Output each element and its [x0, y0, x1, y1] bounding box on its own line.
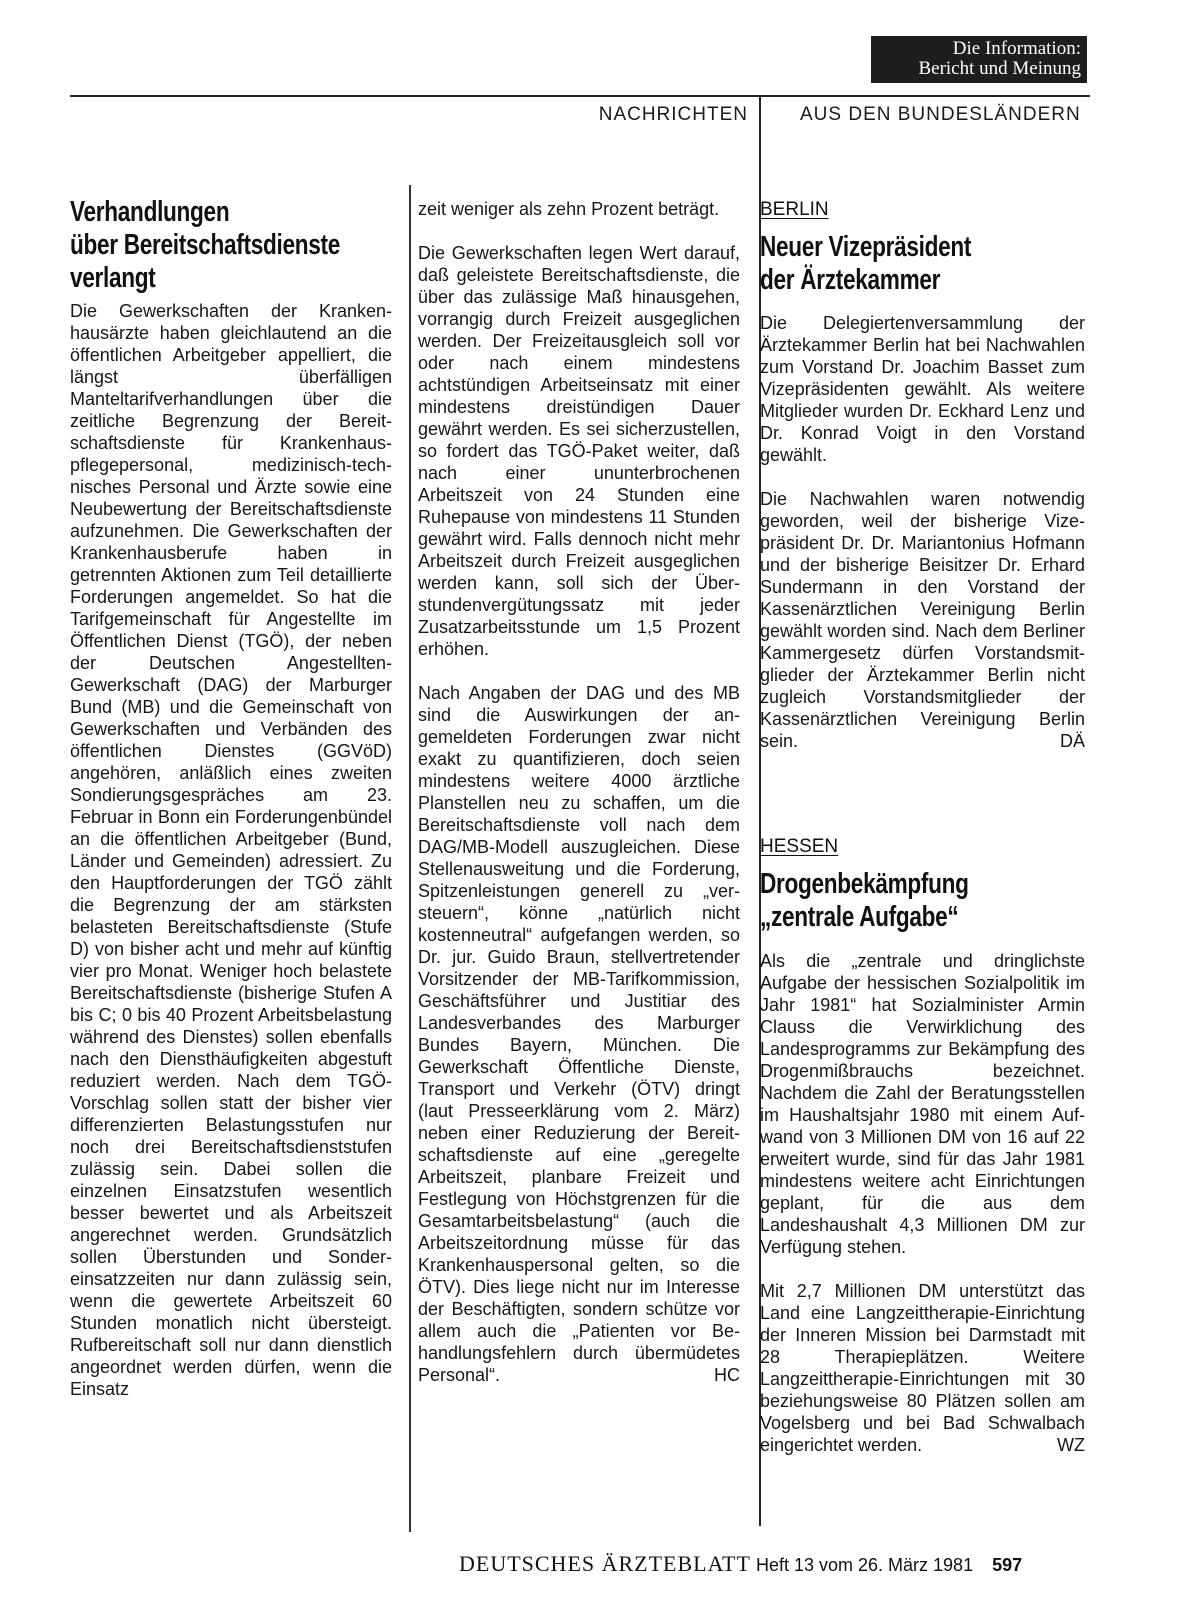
- article3-headline: [760, 868, 969, 934]
- author-signature: HC: [714, 1365, 740, 1385]
- headline-line: „zentrale Aufgabe“: [760, 901, 959, 933]
- section-banner: [871, 36, 1087, 83]
- headline-line: verlangt: [70, 262, 156, 294]
- header-rule: [70, 95, 1090, 97]
- article3-body: [760, 950, 1085, 1456]
- article2-paragraph: Die Delegiertenversammlung der Ärztekammer Berlin hat bei Nachwahlen zum Vorstand Dr. Joachim Basset zum Vizepräsidenten gewählt. Als weitere Mitglieder wurden Dr. Eckhard Lenz und Dr. Konrad Voigt in den Vorstand gewählt.: [760, 313, 1085, 465]
- headline-line: über Bereitschaftsdienste: [70, 229, 341, 261]
- article1-paragraph-text: Nach Angaben der DAG und des MB sind die Auswirkungen der angemeldeten Forderungen zwar nicht exakt zu quantifizieren, doch seien mindestens weitere 4000 ärztliche Planstellen neu zu schaffen, um die Bereitschaftsdienste voll nach dem DAG/MB-Modell auszugleichen. Diese Stellenausweitung und die Forderung, Spitzenleistungen generell zu „versteuern“, könne „natürlich nicht kostenneutral“ aufgefangen werden, so Dr. jur. Guido Braun, stellvertretender Vorsitzender der MB-Tarifkommission, Geschäftsführer und Justitiar des Landesverbandes des Marburger Bundes Bayern, München. Die Gewerkschaft Öffentliche Dienste, Transport und Verkehr (ÖTV) dringt (laut Presseerklärung vom 2. März) neben einer Reduzierung der Bereitschaftsdienste auf eine „geregelte Arbeitszeit, planbare Freizeit und Festlegung von Höchstgrenzen für die Gesamtarbeitsbelastung“ (auch die Arbeitszeitordnung müsse für das Krankenhauspersonal gelten, so die ÖTV). Dies liege nicht nur im Interesse der Beschäftigten, sondern schütze vor allem auch die „Patienten vor Behandlungsfehlern durch übermüdetes Personal“.: [418, 683, 740, 1385]
- article1-paragraph: Die Gewerkschaften der Krankenhausärzte haben gleichlautend an die öffentlichen Arbeitgeber appelliert, die längst überfälligen Manteltarifverhandlungen über die zeitliche Begrenzung der Bereitschaftsdienste für Krankenhauspflegepersonal, medizinisch-technisches Personal und Ärzte sowie eine Neubewertung der Bereitschaftsdienste aufzunehmen. Die Gewerkschaften der Krankenhausberufe haben in getrennten Aktionen zum Teil detaillierte Forderungen angemeldet. So hat die Tarifgemeinschaft für Angestellte im Öffentlichen Dienst (TGÖ), der neben der Deutschen Angestellten-Gewerkschaft (DAG) der Marburger Bund (MB) und die Gemeinschaft von Gewerkschaften und Verbänden des öffentlichen Dienstes (GGVöD) angehören, anläßlich eines zweiten Sondierungsgespräches am 23. Februar in Bonn ein Forderungenbündel an die öffentlichen Arbeitgeber (Bund, Länder und Gemeinden) adressiert. Zu den Hauptforderungen der TGÖ zählt die Begrenzung der am stärksten belasteten Bereitschaftsdienste (Stufe D) von bisher acht und mehr auf künftig vier pro Monat. Weniger hoch belastete Bereitschaftsdienste (bisherige Stufen A bis C; 0 bis 40 Prozent Arbeitsbelastung während des Dienstes) sollen ebenfalls nach den Diensthäufigkeiten abgestuft reduziert werden. Nach dem TGÖ-Vorschlag sollen statt der bisher vier differenzierten Belastungsstufen nur noch drei Bereitschaftsdienststufen zulässig sein. Dabei sollen die einzelnen Einsatzstufen wesentlich besser bewertet und als Arbeitszeit angerechnet werden. Grundsätzlich sollen Überstunden und Sondereinsatzzeiten nur dann zulässig sein, wenn die gewertete Arbeitszeit 60 Stunden monatlich nicht übersteigt. Rufbereitschaft soll nur dann dienstlich angeordnet werden dürfen, wenn die Einsatz: [70, 301, 392, 1399]
- article2-paragraph: [760, 488, 1085, 752]
- article3-paragraph-text: Mit 2,7 Millionen DM unterstützt das Land eine Langzeittherapie-Einrichtung der Inneren Mission bei Darmstadt mit 28 Therapieplätzen. Weitere Langzeittherapie-Einrichtungen mit 30 beziehungsweise 80 Plätzen sollen am Vogelsberg und bei Bad Schwalbach eingerichtet werden.: [760, 1281, 1085, 1455]
- headline-line: der Ärztekammer: [760, 264, 941, 296]
- article2-headline: [760, 231, 971, 297]
- issue-info: Heft 13 vom 26. März 1981: [755, 1555, 974, 1575]
- headline-line: Verhandlungen: [70, 196, 230, 228]
- article1-paragraph: [418, 682, 740, 1386]
- article1-paragraph: zeit weniger als zehn Prozent beträgt.: [418, 199, 720, 219]
- article1-paragraph: Die Gewerkschaften legen Wert darauf, daß geleistete Bereitschaftsdienste, die über das zulässige Maß hinausgehen, vorrangig durch Freizeit ausgeglichen werden. Der Freizeitausgleich soll vor oder nach einem mindestens achtstündigen Arbeitseinsatz mit einer mindestens dreistündigen Dauer gewährt werden. Es sei sicherzustellen, so fordert das TGÖ-Paket weiter, daß nach einer ununterbrochenen Arbeitszeit von 24 Stunden eine Ruhepause von mindestens 11 Stunden gewährt wird. Falls dennoch nicht mehr Arbeitszeit durch Freizeit ausgeglichen werden kann, soll sich der Überstundenvergütungssatz mit jeder Zusatzarbeitsstunde um 1,5 Prozent erhöhen.: [418, 243, 740, 659]
- state-label-hessen: HESSEN: [760, 836, 839, 857]
- section-label-news: NACHRICHTEN: [598, 104, 748, 125]
- article3-paragraph: [760, 1280, 1085, 1456]
- article3-paragraph: Als die „zentrale und dringlichste Aufgabe der hessischen Sozialpolitik im Jahr 1981“ hat Sozialminister Armin Clauss die Verwirklichung des Landesprogramms zur Bekämpfung des Drogenmißbrauchs bezeichnet. Nachdem die Zahl der Beratungsstellen im Haushaltsjahr 1980 mit einem Aufwand von 3 Millionen DM von 16 auf 22 erweitert wurde, sind für das Jahr 1981 mindestens weitere acht Einrichtungen geplant, für die aus dem Landeshaushalt 4,3 Millionen DM zur Verfügung stehen.: [760, 951, 1085, 1257]
- article2-paragraph-text: Die Nachwahlen waren notwendig geworden, weil der bisherige Vizepräsident Dr. Dr. Mariantonius Hofmann und der bisherige Beisitzer Dr. Erhard Sundermann in den Vorstand der Kassenärztlichen Vereinigung Berlin gewählt worden sind. Nach dem Berliner Kammergesetz dürfen Vorstandsmitglieder der Ärztekammer Berlin nicht zugleich Vorstandsmitglieder der Kassenärztlichen Vereinigung Berlin sein.: [760, 489, 1085, 751]
- page-number: 597: [992, 1555, 1023, 1575]
- article1-column2: [418, 198, 740, 1386]
- banner-line-2: Bericht und Meinung: [918, 58, 1081, 79]
- state-label-berlin: BERLIN: [760, 199, 829, 220]
- article1-column1: [70, 300, 392, 1400]
- headline-line: Drogenbekämpfung: [760, 868, 969, 900]
- author-signature: WZ: [1057, 1435, 1085, 1455]
- article1-headline: [70, 196, 340, 295]
- page-footer: [459, 1551, 1099, 1577]
- section-label-states: AUS DEN BUNDESLÄNDERN: [800, 104, 1081, 125]
- article2-body: [760, 312, 1085, 752]
- inner-column-divider: [409, 185, 411, 1532]
- magazine-name: DEUTSCHES ÄRZTEBLATT: [459, 1551, 751, 1576]
- banner-line-1: Die Information:: [952, 38, 1081, 59]
- headline-line: Neuer Vizepräsident: [760, 231, 972, 263]
- author-signature: DÄ: [1059, 731, 1085, 751]
